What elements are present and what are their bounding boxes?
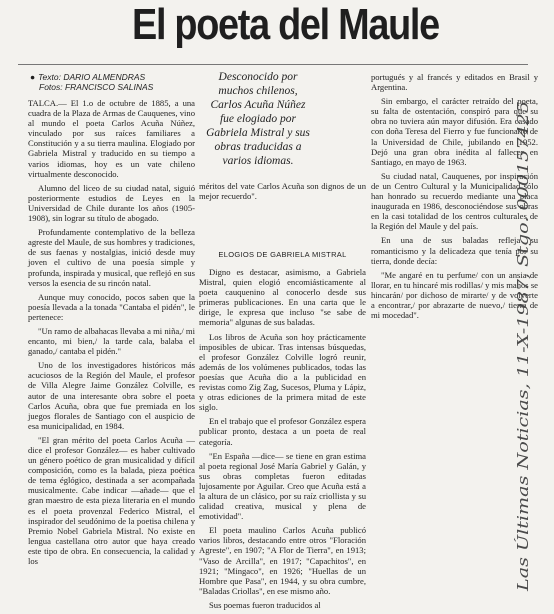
quote: "En España —dice— se tiene en gran estima al poeta regional José María Gabriel y Galán, y sus obras completas fueron editadas lujosamente por Aguilar. Creo que Acuña está a la altura de un clásico, por su raíz criollista y su calidad creativa, musical y plena de emotividad".	[199, 450, 366, 522]
handwritten-note	[506, 96, 552, 596]
column-1	[28, 98, 195, 570]
column-2	[199, 267, 366, 614]
paragraph: méritos del vate Carlos Acuña son dignos de un mejor recuerdo".	[199, 181, 366, 202]
paragraph: Sin embargo, el carácter retraído del poeta, su falta de ostentación, conspiró para que su obra no tuviera aún mayor difusión. Era casado con doña Teresa del Fierro y fue funcionario de la Universidad de Chile, jubilando en 1952. Dejó una gran obra inédita al fallecer en Santiago, en mayo de 1963.	[371, 96, 538, 167]
quote: "El gran mérito del poeta Carlos Acuña —dice el profesor González— es haber cultivado un género poético de gran musicalidad y difícil composición, como es la balada, pieza poética de tema églógico, destinada a ser acompañada musicalmente. Cabe indicar —añade— que el gran maestro de esta pieza literaria en el mundo es el poeta provenzal Federico Mistral, el inspirador del seudónimo de la poetisa chilena y Premio Nobel Gabriela Mistral. No existe en lengua castellana otro autor que haya creado este tipo de obra. En consecuencia, la calidad y los	[28, 434, 195, 567]
paragraph: Los libros de Acuña son hoy prácticamente imposibles de ubicar. Tras intensas búsquedas, el profesor González Colville logró reunir, además de los volúmenes publicados, todas las poesías que Acuña dio a la publicidad en revistas como Zig Zag, Sucesos, Pluma y Lápiz, y otras ediciones de la primera mitad de este siglo.	[199, 331, 366, 413]
quote: "Un ramo de albahacas llevaba a mi niña,/ mi encanto, mi bien,/ la tarde cala, balaba el ganado,/ cantaba el pidén."	[28, 325, 195, 357]
handwritten-note-text: Las Últimas Noticias, 11-X-1987, Stgo. 000157425	[514, 206, 532, 591]
headline-rule	[18, 64, 528, 65]
paragraph: Alumno del liceo de su ciudad natal, siguió posteriormente estudios de Leyes en la Universidad de Chile durante los años (1905-1908), sin lograr su título de abogado.	[28, 182, 195, 224]
deck: Desconocido por muchos chilenos, Carlos Acuña Núñez fue elogiado por Gabriela Mistral y sus obras traducidas a varios idiomas.	[206, 71, 310, 167]
byline-text-credit: ● Texto: DARIO ALMENDRAS	[30, 72, 146, 82]
byline	[30, 72, 200, 92]
handwritten-note-graphic	[506, 96, 552, 596]
paragraph: TALCA.— El 1.o de octubre de 1885, a una cuadra de la Plaza de Armas de Cauquenes, vino al mundo el poeta Carlos Acuña Núñez, vinculado por sus raíces familiares a Constitución y a su tierra maulina. Elogiado por Gabriela Mistral y traducido en su tiempo a varios idiomas, hoy es un vate chileno virtualmente desconocido.	[28, 98, 195, 179]
headline: El poeta del Maule	[132, 0, 439, 49]
quote: "Me angaré en tu perfume/ con un ansia de llorar, en tu hincaré mis rodillas/ y mis manos se hincarán/ por dichoso de mirarte/ y de volverte a encontrar,/ por abrazarte de nuevo,/ tierra de mi mocedad".	[371, 269, 538, 321]
paragraph: Uno de los investigadores históricos más acuciosos de la Región del Maule, el profesor de Villa Alegre Jaime González Colville, es autor de una interesante obra sobre el poeta Carlos Acuña, obra que fue premiada en los juegos florales de Santiago con el auspicio de esa municipalidad, en 1984.	[28, 360, 195, 431]
paragraph: Profundamente contemplativo de la belleza agreste del Maule, de sus hombres y tradiciones, de sus faenas y nostalgias, inició desde muy joven el cultivo de una poesía simple y profunda, inspirada y musical, que reflejó en sus versos la esencia de su rincón natal.	[28, 227, 195, 288]
paragraph: Sus poemas fueron traducidos al	[209, 599, 321, 610]
paragraph: Su ciudad natal, Cauquenes, por inspiración de un Centro Cultural y la Municipalidad sólo han honrado su recuerdo mediante una placa inaugurada en 1986, desconociéndose sus obras en la casi totalidad de los centros culturales de la Región del Maule y del país.	[371, 170, 538, 232]
paragraph: En el trabajo que el profesor González espera publicar pronto, destaca a un poeta de real categoría.	[199, 416, 366, 447]
paragraph: Aunque muy conocido, pocos saben que la poesía llevada a la tonada "Cantaba el pidén", le pertenece:	[28, 291, 195, 322]
paragraph: El poeta maulino Carlos Acuña publicó varios libros, destacando entre otros "Floración Agreste", en 1907; "A Flor de Tierra", en 1913; "Vaso de Arcilla", en 1917; "Capachitos", en 1921; "Mingaco", en 1926; "Huellas de un Hombre que Pasa", en 1944, y su obra cumbre, "Baladas Criollas", en ese mismo año.	[199, 525, 366, 596]
column-2-top	[199, 181, 366, 205]
paragraph: Digno es destacar, asimismo, a Gabriela Mistral, quien elogió encomiásticamente al poeta cauquenino al conocerlo desde sus primeras publicaciones. En una carta que le dirige, le expresa que incluso "se sabe de memoria" algunas de sus baladas.	[199, 267, 366, 328]
byline-photo-credit: Fotos: FRANCISCO SALINAS	[39, 82, 154, 92]
paragraph: portugués y al francés y editados en Brasil y Argentina.	[371, 72, 538, 93]
paragraph: En una de sus baladas refleja su romanticismo y la delicadeza que tenía por su tierra, donde decía:	[371, 235, 538, 266]
subheading: ELOGIOS DE GABRIELA MISTRAL	[218, 250, 347, 259]
bullet-icon: ●	[30, 72, 36, 82]
